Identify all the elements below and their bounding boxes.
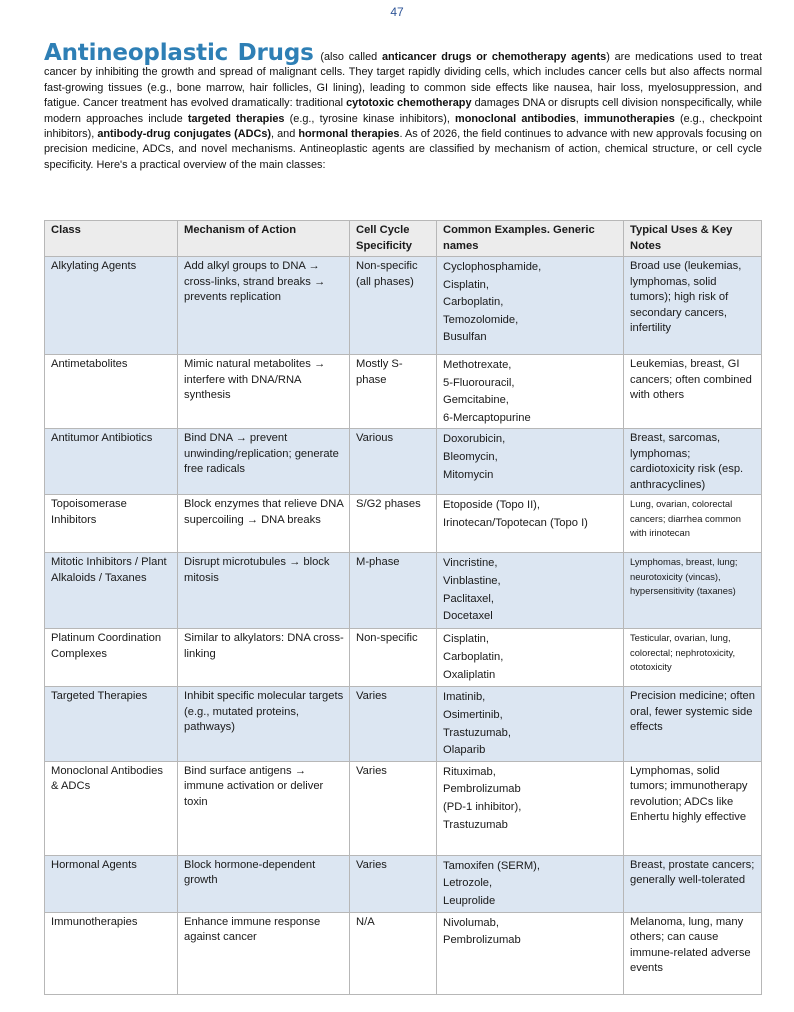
- table-row: [45, 355, 762, 429]
- example-drug: Vincristine,: [443, 557, 498, 570]
- cell-examples: [437, 855, 624, 912]
- page-title: Antineoplastic Drugs: [44, 40, 314, 66]
- cell-class: Antimetabolites: [45, 355, 178, 429]
- example-drug: Leuprolide: [443, 894, 496, 907]
- example-drug: Pembrolizumab: [443, 934, 521, 947]
- table-header-row: [45, 221, 762, 257]
- example-drug: Cisplatin,: [443, 278, 490, 291]
- intro-bold-term: antibody-drug conjugates (ADCs): [97, 128, 272, 141]
- intro-text: ) are medications used to treat cancer by inhibiting the growth and spread of malignant cells. They target rapidly dividing cells, which includes cancer cells but also affects normal fast-growing tissues (e.g., bone marrow, hair follicles, GI lining), leading to common side effects like nausea, hair loss, myelosuppression, and fatigue. Cancer treatment has evolved dramatically: traditional: [44, 51, 762, 110]
- cell-notes: Lymphomas, solid tumors; immunotherapy revolution; ADCs like Enhertu highly effective: [624, 761, 762, 855]
- intro-text: damages DNA or disrupts cell division nonspecifically, while modern approaches include: [44, 97, 762, 125]
- cell-examples: [437, 629, 624, 687]
- intro-bold-term: monoclonal antibodies: [455, 112, 576, 125]
- table-row: [45, 761, 762, 855]
- cell-mechanism: Block hormone-dependent growth: [178, 855, 350, 912]
- cell-mechanism: Bind DNA → prevent unwinding/replication; generate free radicals: [178, 429, 350, 495]
- example-drug: Trastuzumab,: [443, 726, 511, 739]
- example-drug: Carboplatin,: [443, 650, 504, 663]
- example-drug: Letrozole,: [443, 877, 493, 890]
- cell-examples: [437, 687, 624, 761]
- cell-mechanism: Inhibit specific molecular targets (e.g., mutated proteins, pathways): [178, 687, 350, 761]
- cell-notes: Lung, ovarian, colorectal cancers; diarrhea common with irinotecan: [624, 495, 762, 553]
- cell-cell-cycle: Varies: [350, 761, 437, 855]
- table-row: [45, 257, 762, 355]
- example-drug: Cyclophosphamide,: [443, 261, 542, 273]
- intro-bold-term: immunotherapies: [583, 112, 675, 125]
- header-examples: Common Examples. Generic names: [437, 221, 624, 257]
- example-drug: Oxaliplatin: [443, 668, 496, 681]
- cell-examples: [437, 761, 624, 855]
- example-drug: Gemcitabine,: [443, 394, 509, 407]
- intro-bold-term: hormonal therapies: [298, 128, 400, 141]
- intro-text: (also called: [315, 51, 382, 63]
- cell-notes: Melanoma, lung, many others; can cause immune-related adverse events: [624, 912, 762, 994]
- cell-examples: [437, 429, 624, 495]
- table-row: [45, 687, 762, 761]
- cell-cell-cycle: Various: [350, 429, 437, 495]
- intro-text: (e.g., checkpoint inhibitors),: [44, 112, 763, 141]
- intro-paragraph: [44, 42, 762, 173]
- intro-bold-term: targeted therapies: [187, 112, 285, 125]
- example-drug: Etoposide (Topo II),: [443, 499, 541, 512]
- cell-examples: [437, 495, 624, 553]
- cell-notes: Leukemias, breast, GI cancers; often combined with others: [624, 355, 762, 429]
- cell-notes: Breast, prostate cancers; generally well-tolerated: [624, 855, 762, 912]
- table-row: [45, 629, 762, 687]
- cell-notes: Testicular, ovarian, lung, colorectal; nephrotoxicity, ototoxicity: [624, 629, 762, 687]
- cell-class: Monoclonal Antibodies & ADCs: [45, 761, 178, 855]
- example-drug: Carboplatin,: [443, 296, 504, 309]
- example-drug: Docetaxel: [443, 610, 493, 623]
- cell-mechanism: Bind surface antigens → immune activation or deliver toxin: [178, 761, 350, 855]
- example-drug: Temozolomide,: [443, 313, 519, 326]
- cell-mechanism: Similar to alkylators: DNA cross-linking: [178, 629, 350, 687]
- cell-examples: [437, 355, 624, 429]
- cell-cell-cycle: M-phase: [350, 553, 437, 629]
- example-drug: Vinblastine,: [443, 574, 501, 587]
- example-drug: 6-Mercaptopurine: [443, 411, 531, 424]
- drug-classes-table: [44, 220, 762, 995]
- example-drug: Irinotecan/Topotecan (Topo I): [443, 516, 588, 529]
- cell-examples: [437, 912, 624, 994]
- cell-cell-cycle: Non-specific: [350, 629, 437, 687]
- header-mechanism: Mechanism of Action: [178, 221, 350, 257]
- cell-cell-cycle: Mostly S-phase: [350, 355, 437, 429]
- page-number: 47: [390, 5, 404, 19]
- example-drug: Rituximab,: [443, 765, 496, 778]
- example-drug: Busulfan: [443, 331, 487, 344]
- cell-cell-cycle: S/G2 phases: [350, 495, 437, 553]
- example-drug: Cisplatin,: [443, 633, 490, 646]
- intro-text: , and: [271, 128, 299, 141]
- cell-mechanism: Enhance immune response against cancer: [178, 912, 350, 994]
- cell-class: Topoisomerase Inhibitors: [45, 495, 178, 553]
- intro-text: (e.g., tyrosine kinase inhibitors),: [284, 112, 456, 125]
- example-drug: (PD-1 inhibitor),: [443, 800, 522, 813]
- cell-mechanism: Disrupt microtubules → block mitosis: [178, 553, 350, 629]
- example-drug: Methotrexate,: [443, 359, 512, 371]
- table-row: [45, 429, 762, 495]
- cell-notes: Breast, sarcomas, lymphomas; cardiotoxicity risk (esp. anthracyclines): [624, 429, 762, 495]
- header-notes: Typical Uses & Key Notes: [624, 221, 762, 257]
- cell-mechanism: Mimic natural metabolites → interfere with DNA/RNA synthesis: [178, 355, 350, 429]
- example-drug: Osimertinib,: [443, 708, 503, 721]
- table-row: [45, 495, 762, 553]
- cell-cell-cycle: Non-specific (all phases): [350, 257, 437, 355]
- intro-text: . As of 2026, the field continues to advance with new approvals focusing on precision medicine, ADCs, and novel mechanisms. Antineoplastic agents are classified by mechanism of action, chemical structure, or cell cycle specificity. Here's a practical overview of the main classes:: [44, 128, 762, 171]
- cell-class: Alkylating Agents: [45, 257, 178, 355]
- example-drug: Doxorubicin,: [443, 433, 506, 446]
- example-drug: Paclitaxel,: [443, 592, 494, 605]
- cell-mechanism: Add alkyl groups to DNA → cross-links, strand breaks → prevents replication: [178, 257, 350, 355]
- cell-class: Platinum Coordination Complexes: [45, 629, 178, 687]
- cell-class: Targeted Therapies: [45, 687, 178, 761]
- table-row: [45, 553, 762, 629]
- cell-cell-cycle: Varies: [350, 687, 437, 761]
- example-drug: Pembrolizumab: [443, 783, 521, 796]
- example-drug: Imatinib,: [443, 691, 486, 704]
- example-drug: Olaparib: [443, 744, 486, 757]
- example-drug: Bleomycin,: [443, 450, 498, 463]
- table-body: [45, 257, 762, 995]
- intro-bold-term: cytotoxic chemotherapy: [346, 97, 472, 110]
- cell-mechanism: Block enzymes that relieve DNA supercoiling → DNA breaks: [178, 495, 350, 553]
- cell-cell-cycle: N/A: [350, 912, 437, 994]
- cell-notes: Broad use (leukemias, lymphomas, solid tumors); high risk of secondary cancers, infertility: [624, 257, 762, 355]
- cell-notes: Lymphomas, breast, lung; neurotoxicity (vincas), hypersensitivity (taxanes): [624, 553, 762, 629]
- header-cell-cycle: Cell Cycle Specificity: [350, 221, 437, 257]
- table-row: [45, 855, 762, 912]
- example-drug: Tamoxifen (SERM),: [443, 859, 540, 872]
- cell-notes: Precision medicine; often oral, fewer systemic side effects: [624, 687, 762, 761]
- header-class: Class: [45, 221, 178, 257]
- cell-cell-cycle: Varies: [350, 855, 437, 912]
- table-row: [45, 912, 762, 994]
- cell-class: Antitumor Antibiotics: [45, 429, 178, 495]
- example-drug: Mitomycin: [443, 468, 494, 481]
- cell-class: Hormonal Agents: [45, 855, 178, 912]
- intro-bold-term: anticancer drugs or chemotherapy agents: [381, 51, 607, 63]
- example-drug: Trastuzumab: [443, 818, 508, 831]
- example-drug: 5-Fluorouracil,: [443, 376, 515, 389]
- cell-class: Mitotic Inhibitors / Plant Alkaloids / Taxanes: [45, 553, 178, 629]
- cell-class: Immunotherapies: [45, 912, 178, 994]
- example-drug: Nivolumab,: [443, 916, 499, 929]
- cell-examples: [437, 257, 624, 355]
- cell-examples: [437, 553, 624, 629]
- intro-text: ,: [575, 112, 584, 125]
